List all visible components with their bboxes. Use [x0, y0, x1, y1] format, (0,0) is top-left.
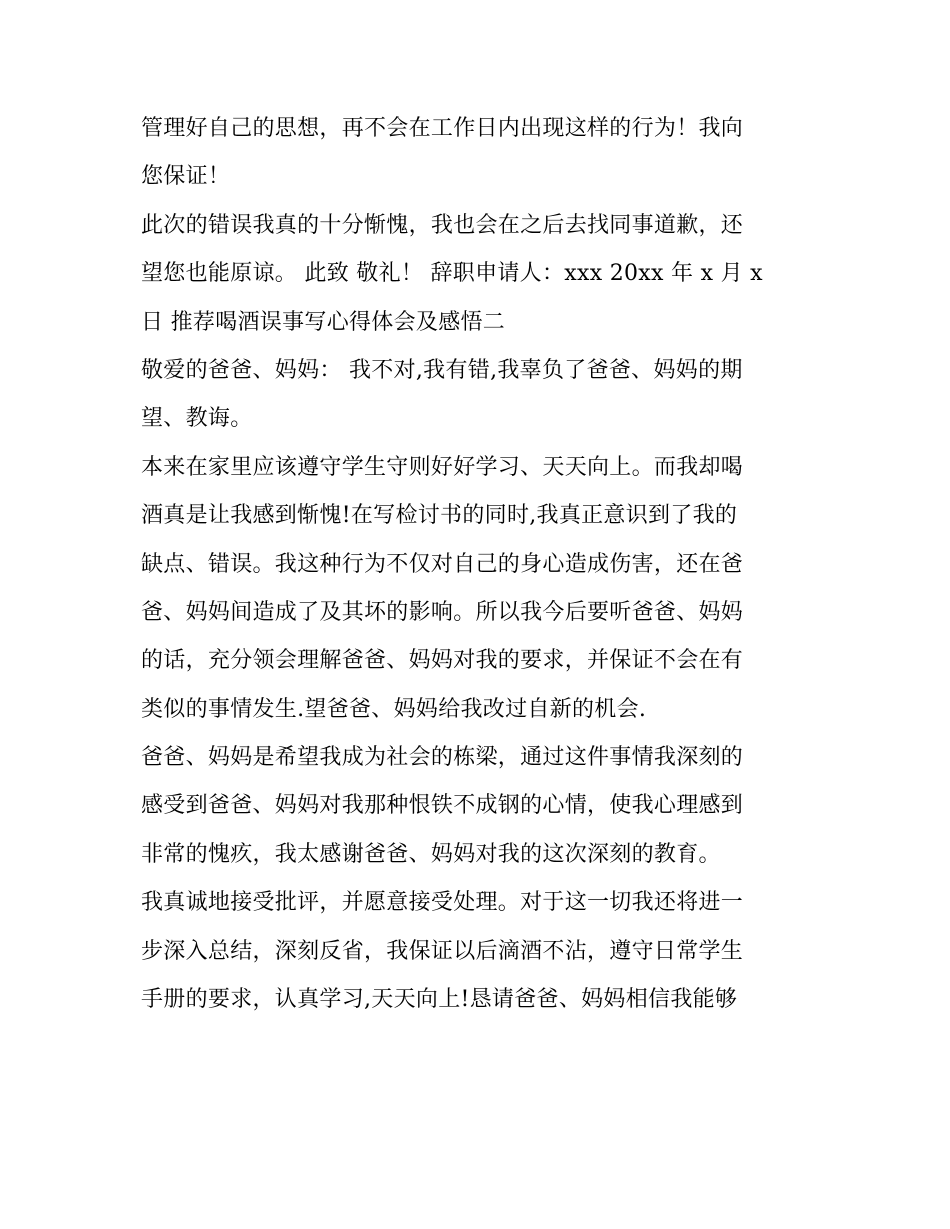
text-line: 感受到爸爸、妈妈对我那种恨铁不成钢的心情，使我心理感到: [141, 793, 744, 819]
text-line: 爸爸、妈妈是希望我成为社会的栋梁，通过这件事情我深刻的: [141, 745, 744, 771]
text-line: 的话，充分领会理解爸爸、妈妈对我的要求，并保证不会在有: [141, 648, 744, 674]
text-line: 非常的愧疚，我太感谢爸爸、妈妈对我的这次深刻的教育。: [141, 841, 721, 867]
text-line: 手册的要求，认真学习,天天向上!恳请爸爸、妈妈相信我能够: [141, 987, 738, 1013]
document-text-body: [141, 105, 821, 1024]
text-line: 酒真是让我感到惭愧!在写检讨书的同时,我真正意识到了我的: [141, 503, 738, 529]
text-line: 管理好自己的思想，再不会在工作日内出现这样的行为！我向: [141, 116, 744, 141]
text-line: 敬爱的爸爸、妈妈： 我不对,我有错,我辜负了爸爸、妈妈的期: [141, 357, 743, 383]
text-line: 爸、妈妈间造成了及其坏的影响。所以我今后要听爸爸、妈妈: [141, 599, 744, 625]
text-line: 望您也能原谅。 此致 敬礼！ 辞职申请人：xxx 20xx 年 x 月 x: [141, 261, 763, 287]
text-line: 我真诚地接受批评，并愿意接受处理。对于这一切我还将进一: [141, 890, 744, 916]
text-line: 步深入总结，深刻反省，我保证以后滴酒不沾，遵守日常学生: [141, 938, 744, 964]
text-line: 日 推荐喝酒误事写心得体会及感悟二: [141, 309, 506, 335]
text-line: 此次的错误我真的十分惭愧，我也会在之后去找同事道歉，还: [141, 212, 744, 238]
text-line: 缺点、错误。我这种行为不仅对自己的身心造成伤害，还在爸: [141, 551, 744, 577]
text-line: 望、教诲。: [141, 406, 253, 432]
text-line: 类似的事情发生.望爸爸、妈妈给我改过自新的机会.: [141, 696, 647, 722]
text-line: 本来在家里应该遵守学生守则好好学习、天天向上。而我却喝: [141, 454, 744, 480]
text-line: 您保证！: [141, 164, 231, 190]
